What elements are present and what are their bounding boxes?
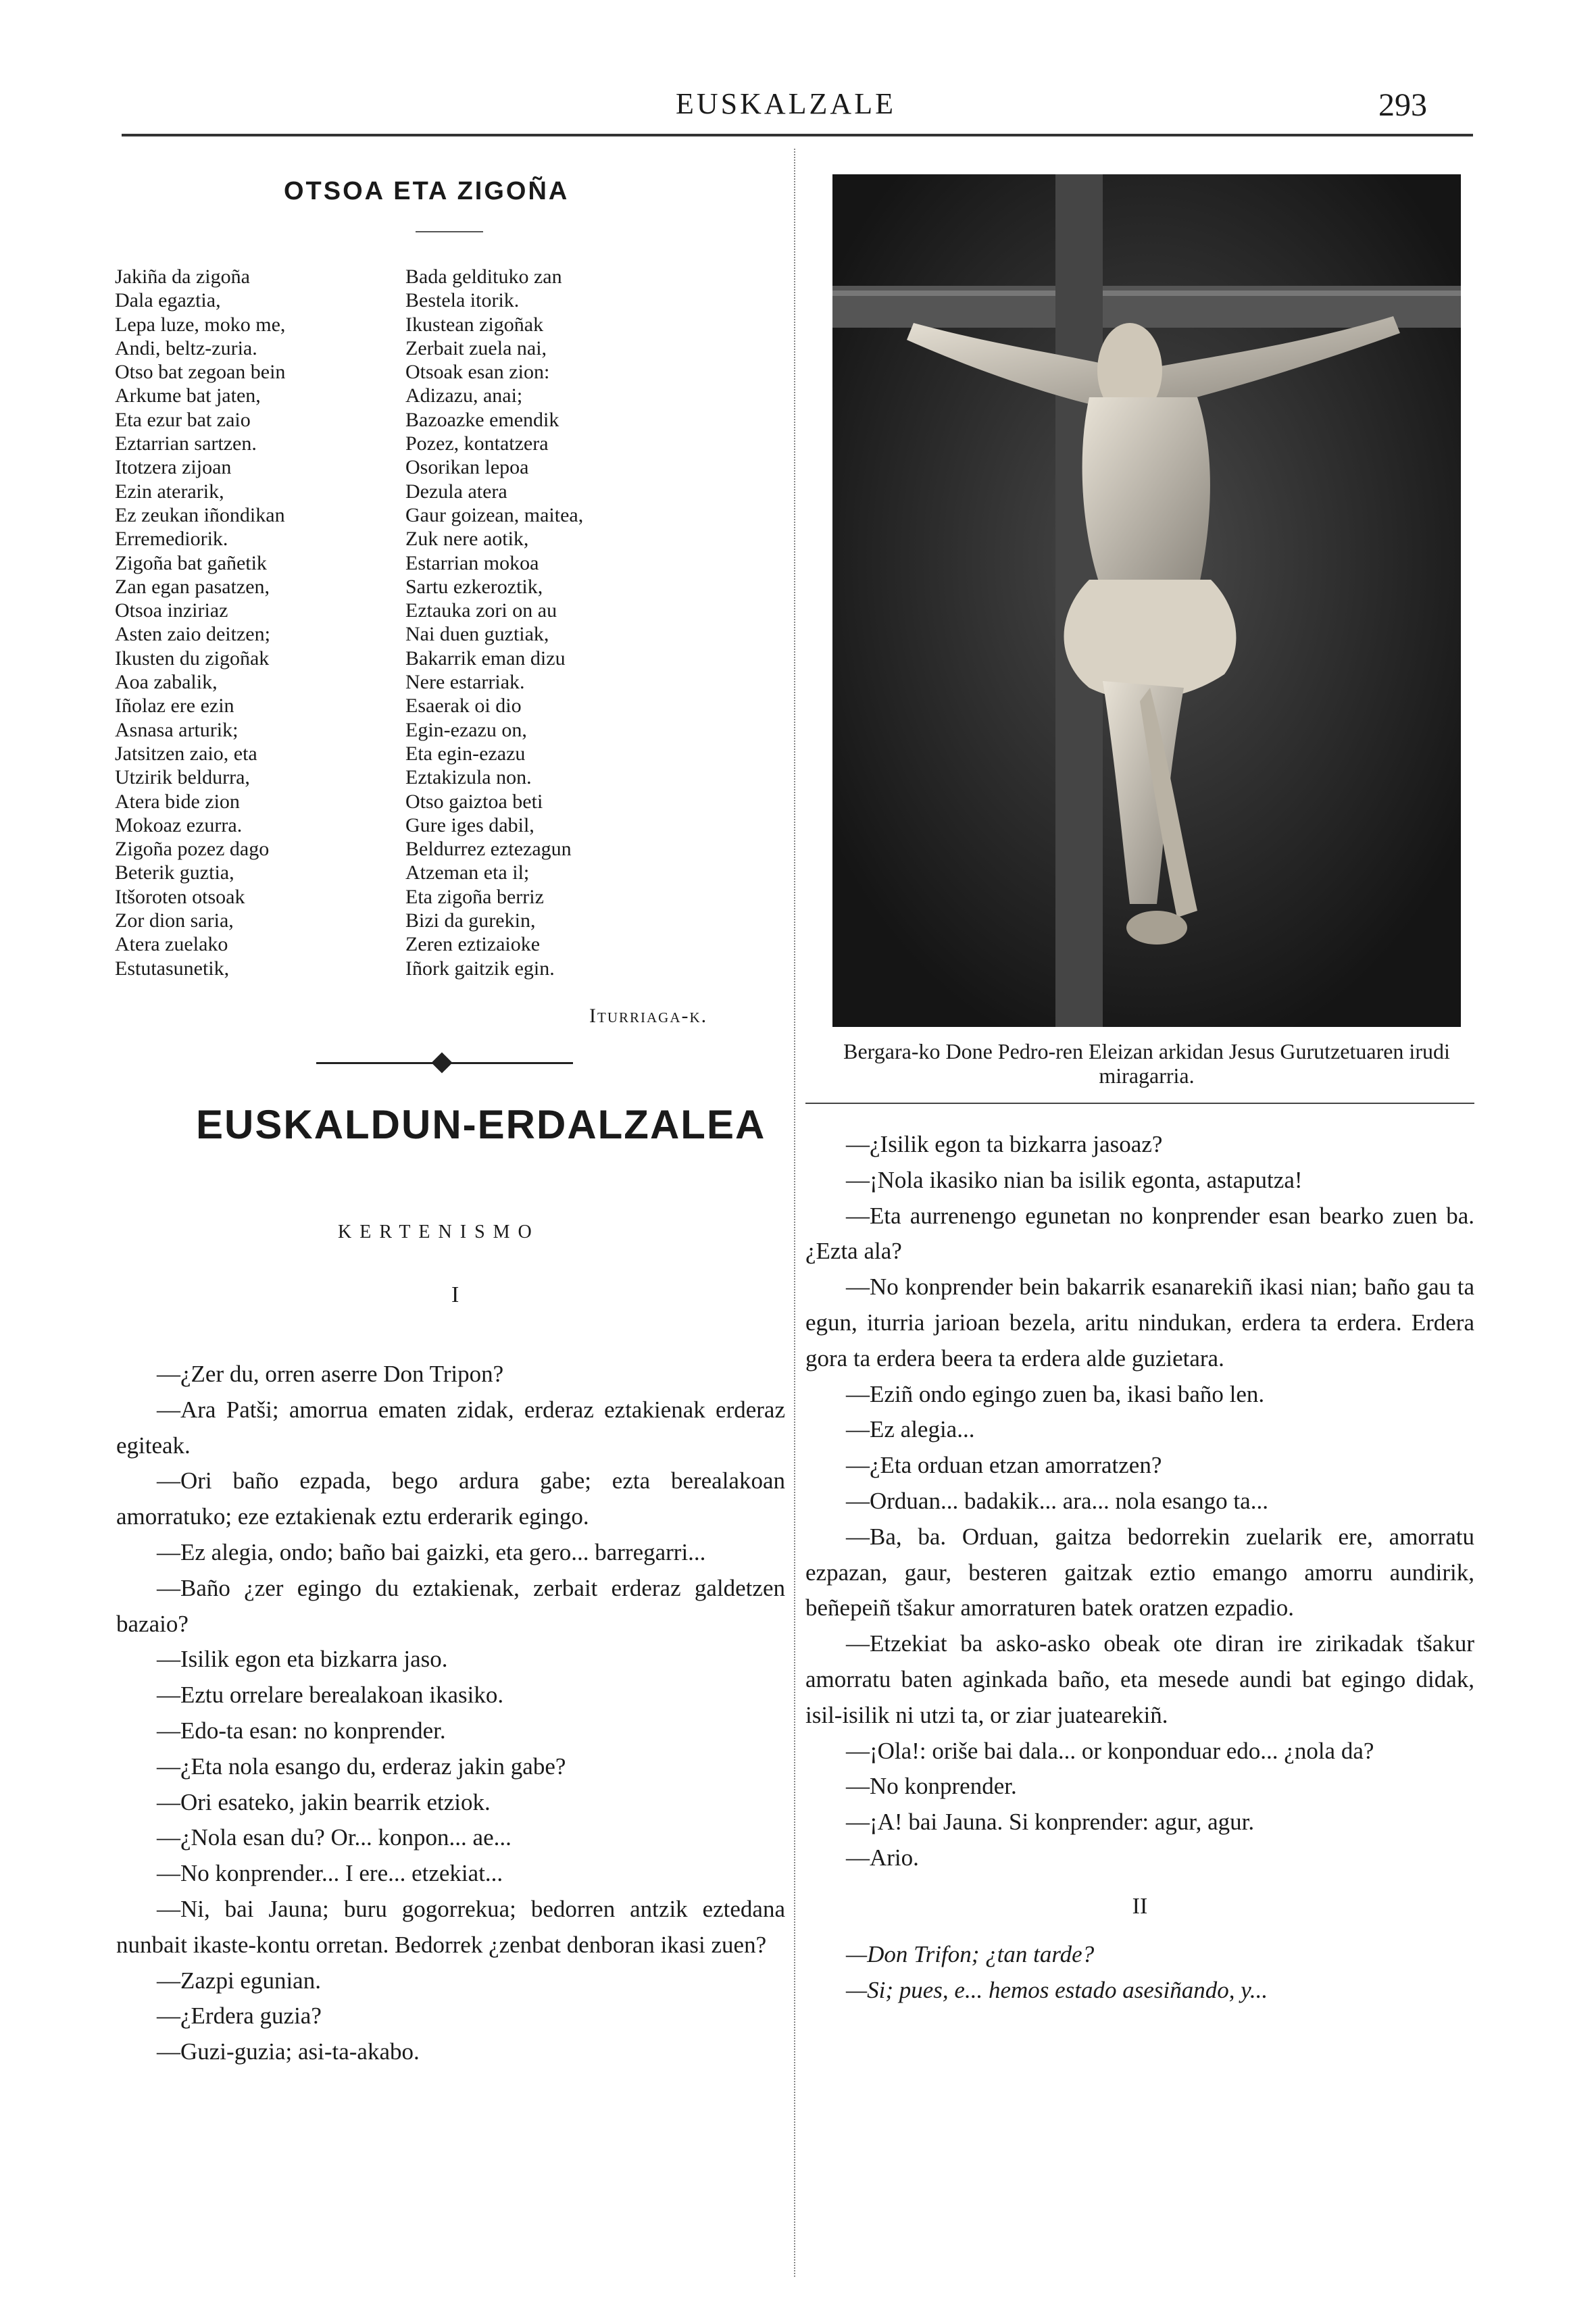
poem-line: Zan egan pasatzen, bbox=[115, 575, 270, 598]
dialogue-paragraph: —Edo-ta esan: no konprender. bbox=[157, 1717, 446, 1744]
section-number-one: I bbox=[451, 1282, 459, 1307]
poem-line: Ikustean zigoñak bbox=[405, 313, 544, 336]
dialogue-paragraph: —Ez alegia, ondo; baño bai gaizki, eta gero... barregarri... bbox=[157, 1538, 706, 1565]
dialogue-paragraph: —¡Ola!: oriše bai dala... or konponduar edo... ¿nola da? bbox=[846, 1737, 1374, 1764]
dialogue-paragraph: —Eziñ ondo egingo zuen ba, ikasi baño len. bbox=[846, 1380, 1265, 1407]
dialogue-paragraph: —¿Eta nola esango du, erderaz jakin gabe? bbox=[157, 1753, 566, 1780]
dialogue-paragraph: —Don Trifon; ¿tan tarde? bbox=[846, 1940, 1095, 1967]
poem-line: Ez zeukan iñondikan bbox=[115, 503, 285, 526]
poem-line: Asnasa arturik; bbox=[115, 718, 239, 741]
poem-line: Itotzera zijoan bbox=[115, 456, 232, 479]
dialogue-paragraph: —Si; pues, e... hemos estado asesiñando, y... bbox=[846, 1976, 1268, 2003]
poem-line: Atzeman eta il; bbox=[405, 861, 530, 884]
poem-line: Mokoaz ezurra. bbox=[115, 813, 243, 836]
poem-line: Itšoroten otsoak bbox=[115, 885, 245, 908]
dialogue-paragraph: —No konprender bein bakarrik esanarekiñ ikasi nian; baño gau ta egun, iturria jarioan bezela, aritu nindukan, erdera ta erdera. Erdera gora ta erdera beera ta erdera alde guzietara. bbox=[805, 1274, 1474, 1372]
poem-line: Gaur goizean, maitea, bbox=[405, 503, 584, 526]
poem-title: OTSOA ETA ZIGOÑA bbox=[284, 177, 570, 205]
poem-line: Zigoña pozez dago bbox=[115, 838, 270, 861]
running-title: EUSKALZALE bbox=[676, 87, 896, 120]
poem-line: Nere estarriak. bbox=[405, 671, 525, 694]
poem-line: Pozez, kontatzera bbox=[405, 432, 549, 455]
poem-line: Jatsitzen zaio, eta bbox=[115, 742, 257, 765]
poem-author: Iturriaga-k. bbox=[589, 1005, 708, 1027]
dialogue-paragraph: —¡A! bai Jauna. Si konprender: agur, agur. bbox=[846, 1809, 1255, 1836]
dialogue-paragraph: —Orduan... badakik... ara... nola esango ta... bbox=[846, 1487, 1268, 1514]
poem-line: Arkume bat jaten, bbox=[115, 384, 261, 407]
dialogue-paragraph: —¿Nola esan du? Or... konpon... ae... bbox=[157, 1824, 512, 1851]
dialogue-paragraph: —Isilik egon eta bizkarra jaso. bbox=[157, 1646, 448, 1673]
poem-line: Otsoa inziriaz bbox=[115, 599, 228, 622]
section-number-two: II bbox=[1132, 1893, 1148, 1919]
poem-line: Zigoña bat gañetik bbox=[115, 551, 267, 574]
poem-line: Zuk nere aotik, bbox=[405, 528, 529, 551]
dialogue-paragraph: —Ni, bai Jauna; buru gogorrekua; bedorren antzik eztedana nunbait ikaste-kontu orretan. Bedorrek ¿zenbat denboran ikasi zuen? bbox=[116, 1895, 785, 1958]
poem-line: Erremediorik. bbox=[115, 528, 228, 551]
page-number: 293 bbox=[1378, 87, 1427, 123]
poem-line: Utzirik beldurra, bbox=[115, 766, 250, 789]
poem-line: Eta zigoña berriz bbox=[405, 885, 544, 908]
dialogue-paragraph: —Baño ¿zer egingo du eztakienak, zerbait erderaz galdetzen bazaio? bbox=[116, 1574, 785, 1637]
poem-line: Estutasunetik, bbox=[115, 957, 230, 980]
poem-line: Andi, beltz-zuria. bbox=[115, 336, 257, 359]
poem-line: Adizazu, anai; bbox=[405, 384, 523, 407]
poem-right-column bbox=[405, 265, 583, 980]
poem-line: Ezin aterarik, bbox=[115, 480, 224, 503]
poem-line: Bizi da gurekin, bbox=[405, 909, 536, 932]
poem-line: Eztarrian sartzen. bbox=[115, 432, 257, 455]
dialogue-paragraph: —Ori esateko, jakin bearrik etziok. bbox=[157, 1788, 491, 1815]
poem-line: Otso bat zegoan bein bbox=[115, 361, 286, 384]
dialogue-paragraph: —Ara Patši; amorrua ematen zidak, erderaz eztakienak erderaz egiteak. bbox=[116, 1396, 785, 1459]
article-right-column bbox=[805, 1127, 1474, 2008]
poem-line: Bazoazke emendik bbox=[405, 408, 559, 431]
poem-line: Otsoak esan zion: bbox=[405, 361, 550, 384]
dialogue-paragraph: —Eta aurrenengo egunetan no konprender esan bearko zuen ba. ¿Ezta ala? bbox=[805, 1202, 1474, 1265]
dialogue-paragraph: —¿Zer du, orren aserre Don Tripon? bbox=[157, 1361, 504, 1387]
poem-line: Dala egaztia, bbox=[115, 289, 221, 312]
poem-line: Bestela itorik. bbox=[405, 289, 520, 312]
dialogue-paragraph: —Guzi-guzia; asi-ta-akabo. bbox=[157, 2038, 420, 2065]
poem-left-column bbox=[115, 265, 285, 980]
poem-line: Jakiña da zigoña bbox=[115, 266, 250, 288]
poem-line: Egin-ezazu on, bbox=[405, 718, 527, 741]
poem-line: Beterik guztia, bbox=[115, 861, 234, 884]
poem-line: Sartu ezkeroztik, bbox=[405, 575, 543, 598]
poem-line: Atera bide zion bbox=[115, 790, 240, 813]
poem-line: Dezula atera bbox=[405, 480, 507, 503]
poem-line: Beldurrez eztezagun bbox=[405, 838, 572, 861]
header-rule bbox=[122, 134, 1473, 136]
poem-line: Zeren eztizaioke bbox=[405, 933, 541, 956]
dialogue-paragraph: —Ba, ba. Orduan, gaitza bedorrekin zuelarik ere, amorratu ezpazan, gaur, besteren gaitzak eztio emango amorru aundirik, beñepeiñ tšakur amorraturen batek oratzen ezpadio. bbox=[805, 1523, 1474, 1621]
poem-line: Eta egin-ezazu bbox=[405, 742, 526, 765]
poem-line: Gure iges dabil, bbox=[405, 813, 534, 836]
caption-rule bbox=[805, 1103, 1474, 1104]
title-rule bbox=[416, 231, 483, 232]
dialogue-paragraph: —Ori baño ezpada, bego ardura gabe; ezta berealakoan amorratuko; eze eztakienak eztu erderarik egingo. bbox=[116, 1467, 785, 1530]
poem-line: Asten zaio deitzen; bbox=[115, 623, 270, 646]
dialogue-paragraph: —Ez alegia... bbox=[846, 1416, 975, 1443]
poem-line: Nai duen guztiak, bbox=[405, 623, 549, 646]
dialogue-paragraph: —No konprender. bbox=[846, 1773, 1017, 1800]
dialogue-paragraph: —¡Nola ikasiko nian ba isilik egonta, astaputza! bbox=[846, 1166, 1303, 1193]
poem-line: Zor dion saria, bbox=[115, 909, 234, 932]
poem-line: Osorikan lepoa bbox=[405, 456, 529, 479]
poem-line: Bakarrik eman dizu bbox=[405, 647, 566, 670]
dialogue-paragraph: —¿Isilik egon ta bizkarra jasoaz? bbox=[846, 1131, 1163, 1157]
poem-line: Iñolaz ere ezin bbox=[115, 695, 234, 718]
column-divider bbox=[794, 149, 795, 2277]
dialogue-paragraph: —¿Eta orduan etzan amorratzen? bbox=[846, 1452, 1162, 1479]
dialogue-paragraph: —Eztu orrelare berealakoan ikasiko. bbox=[157, 1682, 504, 1709]
poem-line: Ikusten du zigoñak bbox=[115, 647, 270, 670]
dialogue-paragraph: —¿Erdera guzia? bbox=[157, 2003, 322, 2030]
poem-line: Otso gaiztoa beti bbox=[405, 790, 543, 813]
article-title: EUSKALDUN-ERDALZALEA bbox=[196, 1102, 766, 1147]
poem-line: Iñork gaitzik egin. bbox=[405, 957, 555, 980]
poem-line: Eztakizula non. bbox=[405, 766, 532, 789]
poem-line: Aoa zabalik, bbox=[115, 671, 218, 694]
dialogue-paragraph: —Etzekiat ba asko-asko obeak ote diran ire zirikadak tšakur amorratu baten aginkada baño, eta mesede aundi bat egingo didak, isil-isilik ni utzi ta, or ziar juatearekiñ. bbox=[805, 1630, 1474, 1728]
poem-line: Zerbait zuela nai, bbox=[405, 336, 547, 359]
poem-line: Eztauka zori on au bbox=[405, 599, 557, 622]
poem-line: Atera zuelako bbox=[115, 933, 228, 956]
article-left-column bbox=[116, 1357, 785, 2070]
poem-line: Bada gelditukо zan bbox=[405, 266, 562, 288]
crucifix-photo bbox=[832, 174, 1461, 1027]
dialogue-paragraph: —Zazpi egunian. bbox=[157, 1967, 321, 1994]
poem-line: Lepa luze, moko me, bbox=[115, 313, 286, 336]
poem-line: Estarrian mokoa bbox=[405, 551, 539, 574]
dialogue-paragraph: —No konprender... I ere... etzekiat... bbox=[157, 1860, 503, 1887]
poem-line: Eta ezur bat zaio bbox=[115, 408, 251, 431]
dialogue-paragraph: —Ario. bbox=[846, 1844, 919, 1871]
poem-line: Esaerak oi dio bbox=[405, 695, 522, 718]
article-subtitle: KERTENISMO bbox=[338, 1222, 540, 1242]
photo-caption: Bergara-ko Done Pedro-ren Eleizan arkidan Jesus Gurutzetuaren irudi miragarria. bbox=[843, 1039, 1450, 1088]
